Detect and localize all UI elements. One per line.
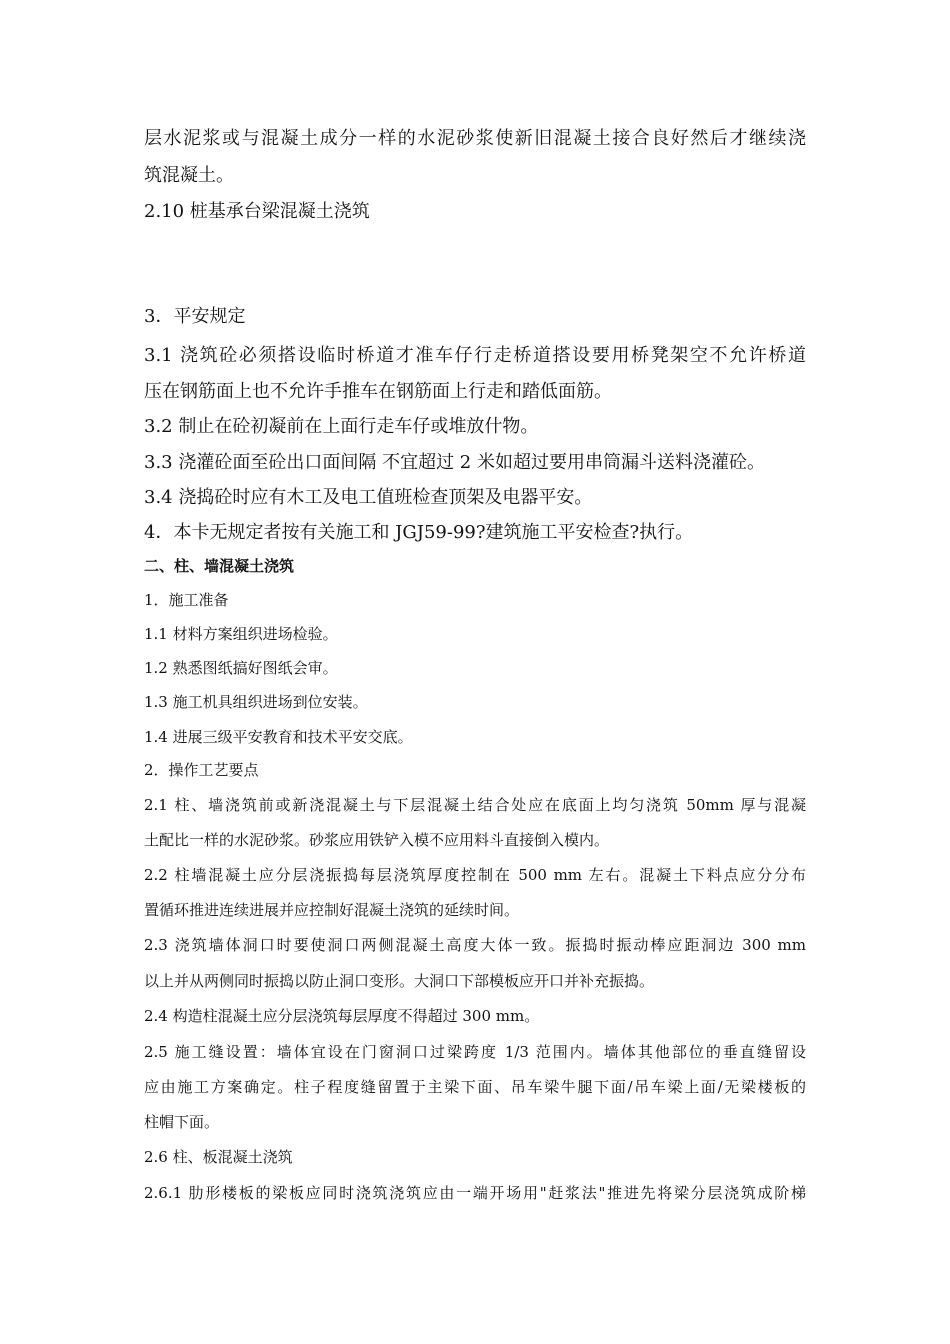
paragraph-line: 压在钢筋面上也不允许手推车在钢筋面上行走和踏低面筋。 bbox=[144, 381, 612, 402]
paragraph-line: 3.2 制止在砼初凝前在上面行走车仔或堆放什物。 bbox=[144, 416, 539, 437]
section-heading: 二、柱、墙混凝土浇筑 bbox=[144, 557, 295, 575]
paragraph-line: 2.3 浇筑墙体洞口时要使洞口两侧混凝土高度大体一致。振捣时振动棒应距洞边 300 mm bbox=[144, 936, 806, 954]
subheading-2-6: 2.6 柱、板混凝土浇筑 bbox=[144, 1148, 293, 1166]
paragraph-line: 层水泥浆或与混凝土成分一样的水泥砂浆使新旧混凝土接合良好然后才继续浇 bbox=[144, 128, 806, 149]
paragraph-line: 柱帽下面。 bbox=[144, 1113, 220, 1131]
paragraph-line: 3.3 浇灌砼面至砼出口面间隔 不宜超过 2 米如超过要用串筒漏斗送料浇灌砼。 bbox=[144, 452, 765, 473]
subheading-2: 2．操作工艺要点 bbox=[144, 761, 259, 779]
paragraph-line: 1.3 施工机具组织进场到位安装。 bbox=[144, 693, 368, 711]
paragraph-line: 2.4 构造柱混凝土应分层浇筑每层厚度不得超过 300 mm。 bbox=[144, 1007, 540, 1025]
paragraph-line: 2.5 施工缝设置：墙体宜设在门窗洞口过梁跨度 1/3 范围内。墙体其他部位的垂直缝留设 bbox=[144, 1043, 806, 1061]
heading-3-safety: 3．平安规定 bbox=[144, 306, 246, 327]
paragraph-line: 3.4 浇捣砼时应有木工及电工值班检查顶架及电器平安。 bbox=[144, 487, 593, 508]
paragraph-line: 1.4 进展三级平安教育和技术平安交底。 bbox=[144, 728, 413, 746]
paragraph-line: 筑混凝土。 bbox=[144, 165, 234, 186]
paragraph-line: 土配比一样的水泥砂浆。砂浆应用铁铲入模不应用料斗直接倒入模内。 bbox=[144, 831, 610, 849]
subheading-2-10: 2.10 桩基承台梁混凝土浇筑 bbox=[144, 201, 370, 222]
paragraph-line: 4．本卡无规定者按有关施工和 JGJ59-99?建筑施工平安检查?执行。 bbox=[144, 522, 694, 543]
paragraph-line: 1.2 熟悉图纸搞好图纸会审。 bbox=[144, 659, 338, 677]
paragraph-line: 置循环推进连续进展并应控制好混凝土浇筑的延续时间。 bbox=[144, 901, 520, 919]
paragraph-line: 2.2 柱墙混凝土应分层浇振捣每层浇筑厚度控制在 500 mm 左右。混凝土下料点应分分布 bbox=[144, 866, 806, 884]
paragraph-line: 2.1 柱、墙浇筑前或新浇混凝土与下层混凝土结合处应在底面上均匀浇筑 50mm 厚与混凝 bbox=[144, 796, 806, 814]
paragraph-line: 以上并从两侧同时振捣以防止洞口变形。大洞口下部模板应开口并补充振捣。 bbox=[144, 972, 655, 990]
subheading-1: 1．施工准备 bbox=[144, 591, 229, 609]
paragraph-line: 1.1 材料方案组织进场检验。 bbox=[144, 625, 338, 643]
paragraph-line: 应由施工方案确定。柱子程度缝留置于主梁下面、吊车梁牛腿下面/吊车梁上面/无梁楼板的 bbox=[144, 1078, 806, 1096]
paragraph-line: 3.1 浇筑砼必须搭设临时桥道才准车仔行走桥道搭设要用桥凳架空不允许桥道 bbox=[144, 345, 806, 366]
paragraph-line: 2.6.1 肋形楼板的梁板应同时浇筑浇筑应由一端开场用"赶浆法"推进先将梁分层浇筑成阶梯 bbox=[144, 1184, 806, 1202]
